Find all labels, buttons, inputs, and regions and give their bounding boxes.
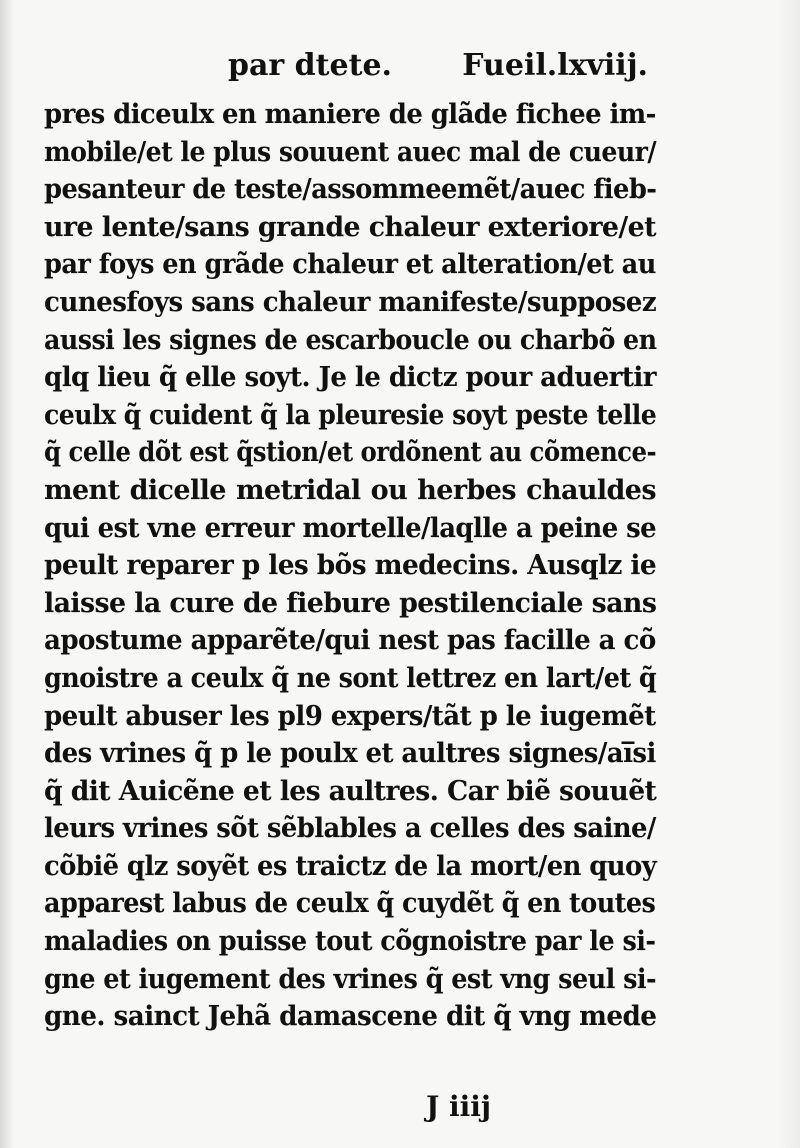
- text-line: q̃ dit Auicẽne et les aultres. Car biẽ souuẽt: [44, 775, 657, 807]
- text-line: leurs vrines sõt sẽblables a celles des saine/: [44, 813, 656, 845]
- text-line: ceulx q̃ cuident q̃ la pleuresie soyt peste telle: [44, 399, 657, 431]
- text-line: q̃ celle dõt est q̃stion/et ordõnent au cõmence-: [44, 437, 657, 469]
- text-line: par foys en grãde chaleur et alteration/et au: [44, 249, 656, 281]
- text-line: peult reparer p les bõs medecins. Ausqlz ie: [44, 550, 657, 582]
- gutter-shadow: [0, 0, 14, 1148]
- text-line: gne. sainct Jehã damascene dit q̃ vng mede: [44, 1001, 657, 1033]
- text-line: cõbiẽ qlz soyẽt es traictz de la mort/en quoy: [44, 850, 657, 882]
- text-line: qui est vne erreur mortelle/laqlle a peine se: [44, 512, 657, 544]
- page-header: [228, 48, 648, 92]
- text-line: laisse la cure de fiebure pestilenciale sans: [44, 587, 657, 619]
- running-head: par dtete.: [228, 48, 392, 83]
- text-line: ment dicelle metridal ou herbes chauldes: [44, 474, 656, 506]
- signature-mark: J iiij: [426, 1090, 492, 1123]
- text-line: pesanteur de teste/assommeemẽt/auec fieb-: [44, 174, 657, 206]
- text-line: des vrines q̃ p le poulx et aultres signes/ai̅si: [44, 738, 656, 770]
- text-line: qlq lieu q̃ elle soyt. Je le dictz pour aduertir: [44, 362, 656, 394]
- text-line: maladies on puisse tout cõgnoistre par le si-: [44, 926, 656, 958]
- text-line: gne et iugement des vrines q̃ est vng seul si-: [44, 963, 657, 995]
- folio-number: Fueil.lxviij.: [462, 48, 648, 83]
- body-text: [44, 96, 656, 1036]
- text-line: peult abuser les pl9 expers/tãt p le iugemẽt: [44, 700, 656, 732]
- text-line: gnoistre a ceulx q̃ ne sont lettrez en lart/et q̃: [44, 662, 657, 694]
- text-line: aussi les signes de escarboucle ou charbõ en: [44, 324, 657, 356]
- text-line: apparest labus de ceulx q̃ cuydẽt q̃ en toutes: [44, 888, 656, 920]
- text-line: ure lente/sans grande chaleur exteriore/et: [44, 211, 656, 243]
- text-line: pres diceulx en maniere de glãde fichee im-: [44, 99, 656, 130]
- text-line: mobile/et le plus souuent auec mal de cueur/: [44, 136, 657, 168]
- text-line: cunesfoys sans chaleur manifeste/supposez: [44, 286, 657, 318]
- page-edge: [778, 0, 800, 1148]
- text-line: apostume apparẽte/qui nest pas facille a cõ: [44, 625, 656, 657]
